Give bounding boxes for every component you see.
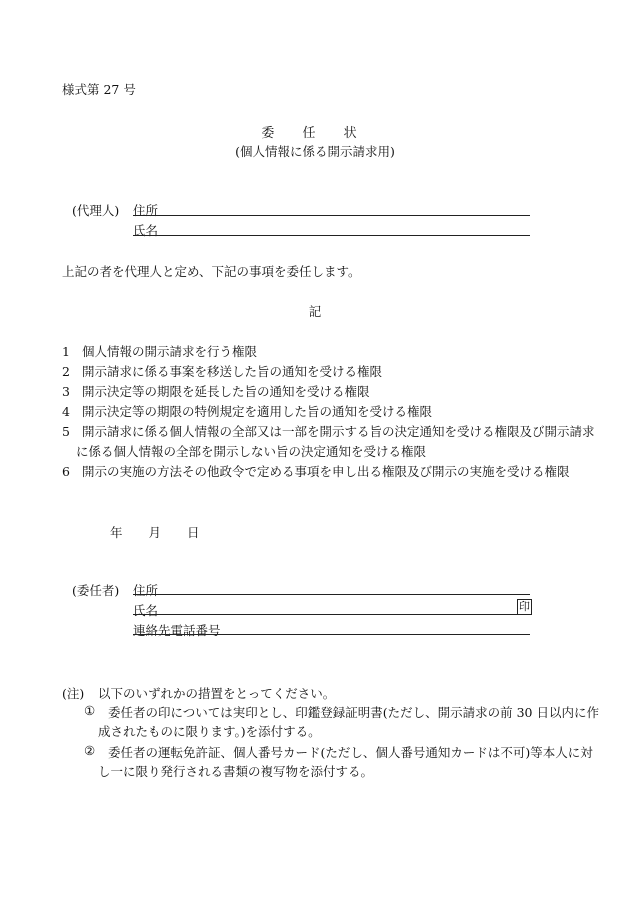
list-item <box>62 462 570 480</box>
form-number: 様式第 27 号 <box>62 82 136 97</box>
agent-role-label: (代理人) <box>72 203 120 218</box>
item-text: 開示請求に係る事案を移送した旨の通知を受ける権限 <box>82 364 383 379</box>
note-mark: ① <box>84 703 96 718</box>
principal-name-label: 氏名 <box>133 603 159 618</box>
list-item <box>62 422 595 440</box>
item-text: 個人情報の開示請求を行う権限 <box>82 344 258 359</box>
item-text-continued: に係る個人情報の全部を開示しない旨の決定通知を受ける権限 <box>76 444 427 459</box>
list-item <box>62 342 257 360</box>
principal-role-label: (委任者) <box>72 583 120 598</box>
note-text-continued: 成されたものに限ります。)を添付する。 <box>98 724 321 739</box>
agent-address-field[interactable] <box>133 215 530 216</box>
principal-phone-field[interactable] <box>133 634 530 635</box>
list-item <box>62 402 432 420</box>
note-text: 委任者の運転免許証、個人番号カード(ただし、個人番号通知カードは不可)等本人に対 <box>108 745 593 760</box>
note-text-continued: し一に限り発行される書類の複写物を添付する。 <box>98 764 374 779</box>
note-intro: 以下のいずれかの措置をとってください。 <box>98 686 336 701</box>
item-number: 1 <box>62 344 70 359</box>
item-text: 開示請求に係る個人情報の全部又は一部を開示する旨の決定通知を受ける権限及び開示請求 <box>82 424 595 439</box>
date-year-label: 年 <box>110 525 123 540</box>
principal-name-field[interactable] <box>133 614 517 615</box>
agent-name-label: 氏名 <box>133 223 159 238</box>
date-day-label: 日 <box>187 525 200 540</box>
note-mark: ② <box>84 743 96 758</box>
document-subtitle: (個人情報に係る開示請求用) <box>235 144 395 159</box>
list-item <box>62 382 370 400</box>
item-text: 開示決定等の期限の特例規定を適用した旨の通知を受ける権限 <box>82 404 433 419</box>
principal-address-label: 住所 <box>133 583 159 598</box>
item-number: 3 <box>62 384 70 399</box>
item-number: 2 <box>62 364 70 379</box>
date-month-label: 月 <box>148 525 162 540</box>
seal-box: 印 <box>519 600 530 613</box>
principal-address-field[interactable] <box>133 594 530 595</box>
document-title: 委 任 状 <box>261 126 369 141</box>
agent-address-label: 住所 <box>133 203 159 218</box>
item-text: 開示決定等の期限を延長した旨の通知を受ける権限 <box>82 384 370 399</box>
item-number: 5 <box>62 424 70 439</box>
ki-heading: 記 <box>308 304 322 319</box>
item-text: 開示の実施の方法その他政令で定める事項を申し出る権限及び開示の実施を受ける権限 <box>82 464 570 479</box>
date-line <box>110 523 212 541</box>
agent-name-field[interactable] <box>133 235 530 236</box>
item-number: 4 <box>62 404 70 419</box>
principal-phone-label: 連絡先電話番号 <box>133 623 221 638</box>
delegation-statement: 上記の者を代理人と定め、下記の事項を委任します。 <box>62 264 361 279</box>
list-item <box>62 362 382 380</box>
item-number: 6 <box>62 464 70 479</box>
note-heading: (注) <box>62 686 85 701</box>
note-text: 委任者の印については実印とし、印鑑登録証明書(ただし、開示請求の前 30 日以内に作 <box>108 705 599 720</box>
